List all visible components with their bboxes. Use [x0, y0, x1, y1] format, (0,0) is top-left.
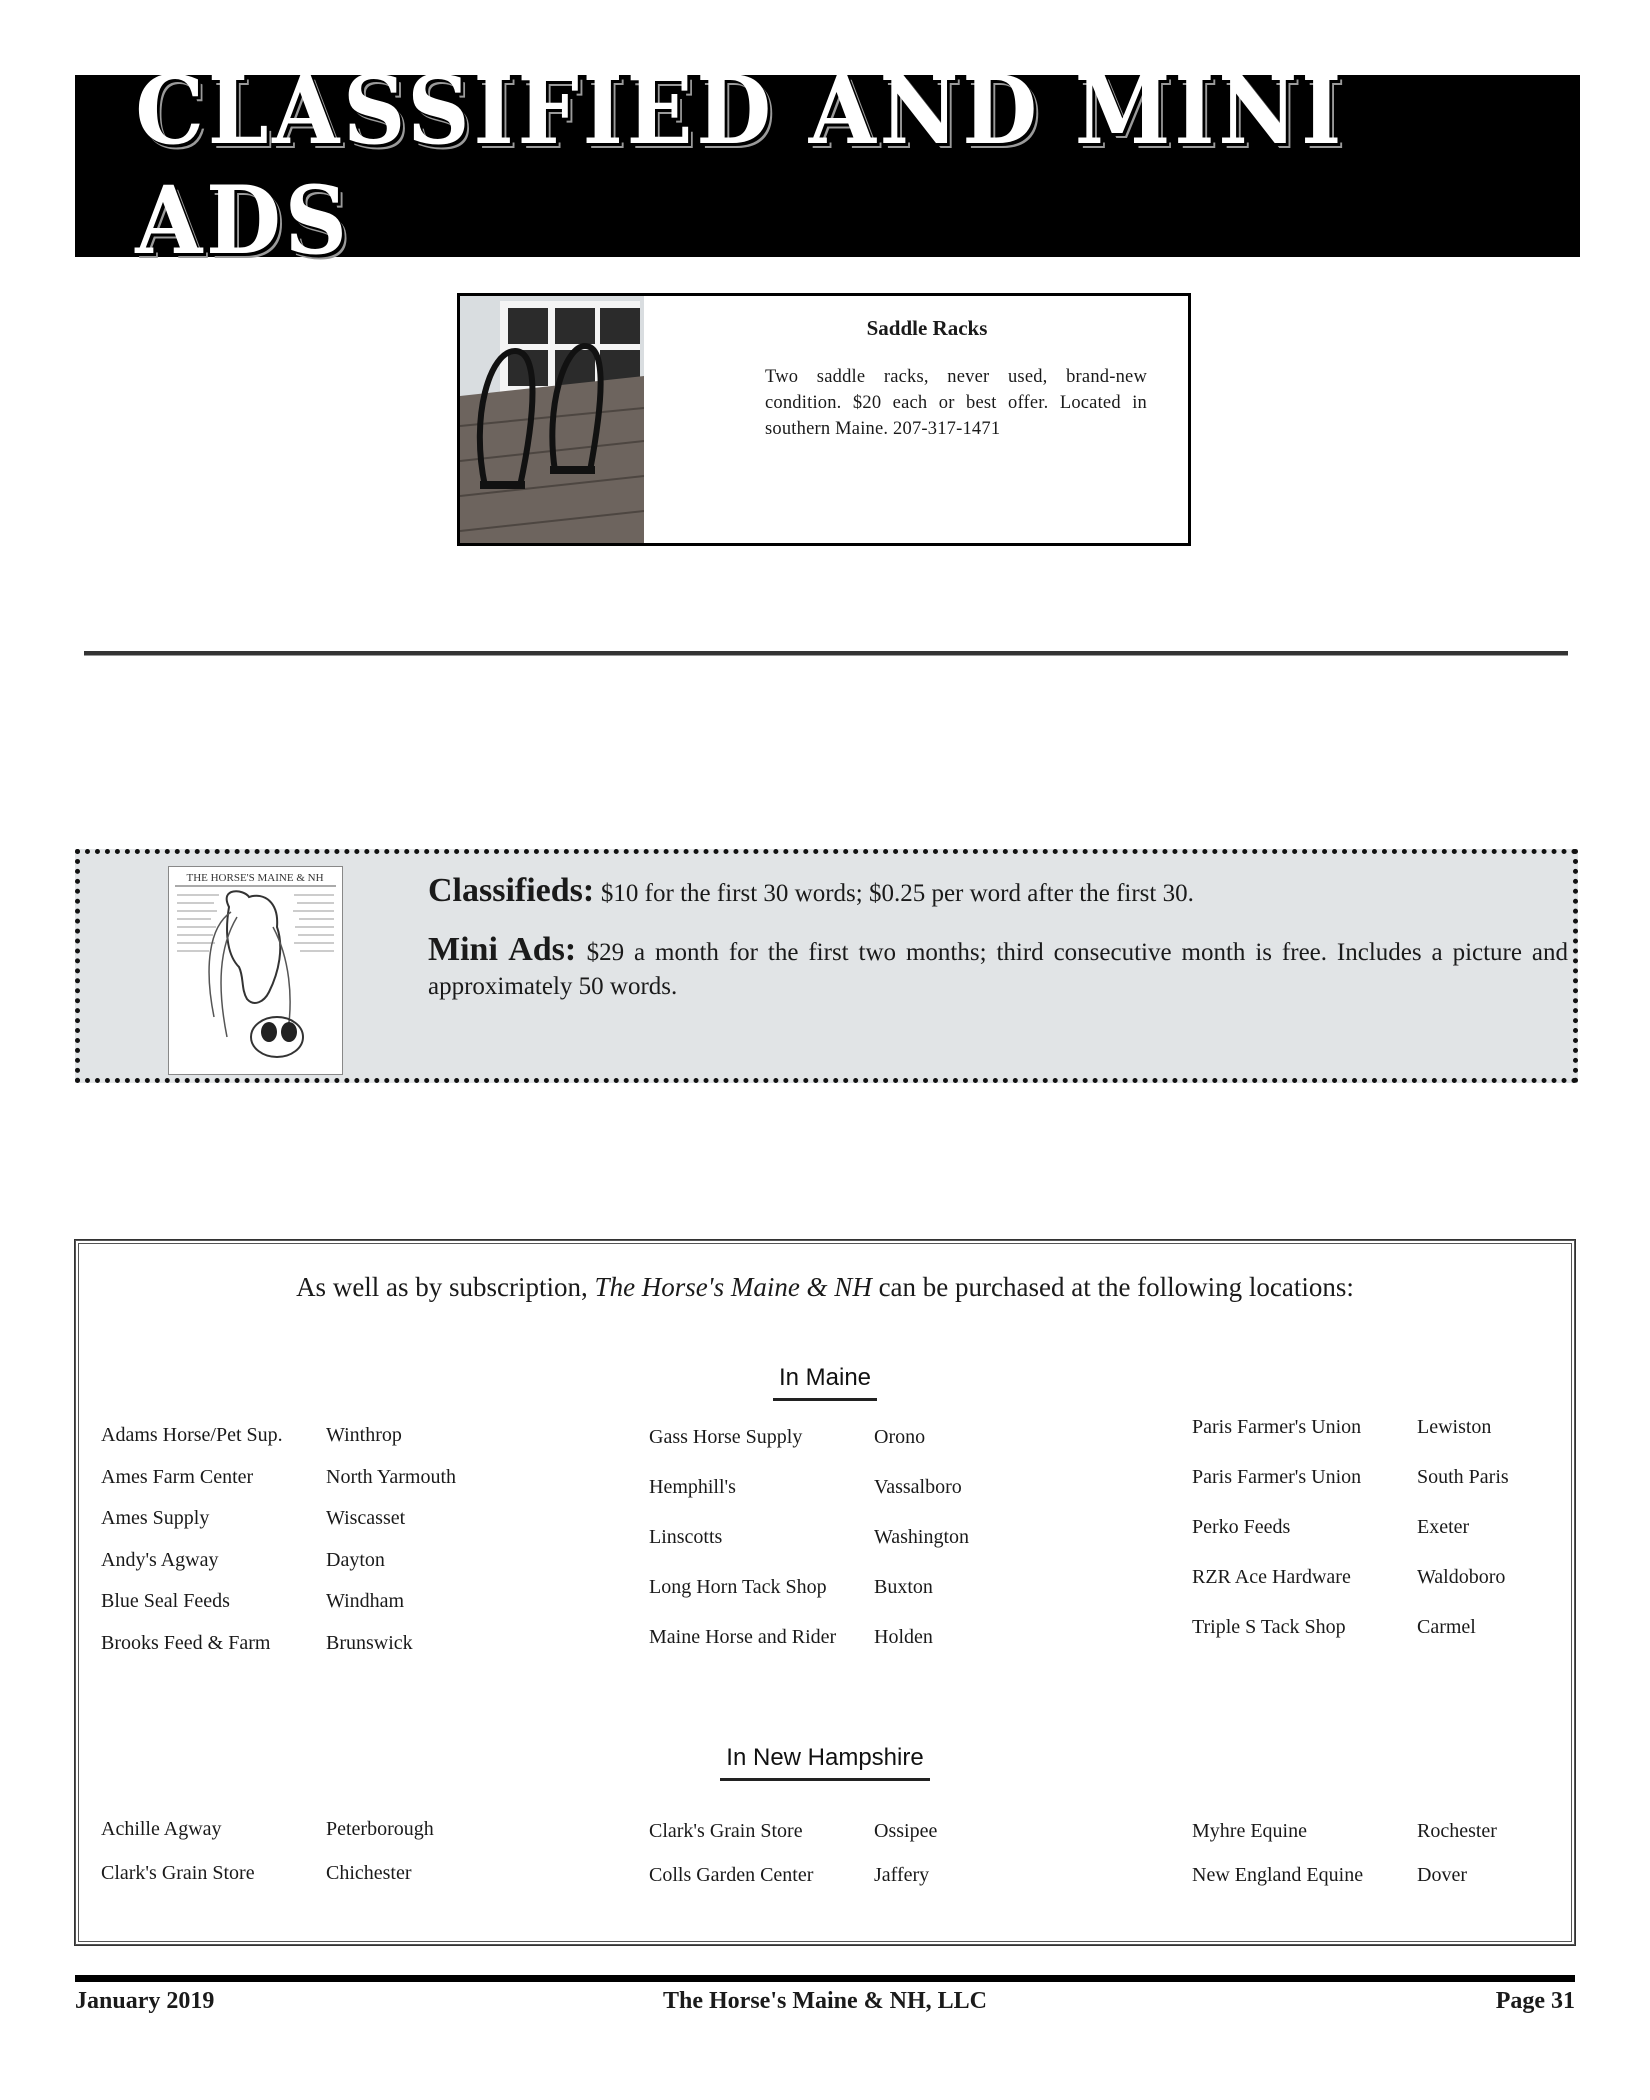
- store-name: New England Equine: [1192, 1864, 1364, 1886]
- mini-ads-pricing: Mini Ads: $29 a month for the first two months; third consecutive month is free. Includes a picture and approximately 50 words.: [428, 931, 1568, 1000]
- store-town: Waldoboro: [1417, 1566, 1506, 1588]
- store-town: Brunswick: [326, 1631, 413, 1654]
- intro-magazine-title: The Horse's Maine & NH: [594, 1272, 872, 1302]
- ad-heading: Saddle Racks: [866, 316, 988, 340]
- saddle-racks-photo: [460, 296, 644, 543]
- store-town: Buxton: [874, 1576, 933, 1598]
- cover-masthead: THE HORSE'S MAINE & NH: [186, 872, 324, 884]
- store-town: Holden: [874, 1626, 933, 1648]
- store-town: South Paris: [1417, 1466, 1509, 1488]
- magazine-cover-image: [168, 866, 343, 1075]
- store-name: Gass Horse Supply: [649, 1426, 803, 1448]
- store-name: Long Horn Tack Shop: [649, 1576, 827, 1598]
- store-name: Brooks Feed & Farm: [101, 1631, 271, 1654]
- store-name: Myhre Equine: [1192, 1820, 1307, 1842]
- page-title: CLASSIFIED AND MINI ADS: [135, 56, 1346, 276]
- mini-ads-rate: $29 a month for the first two months; third consecutive month is free. Includes a picture and approximately 50 words.: [428, 939, 1568, 1000]
- store-name: Andy's Agway: [101, 1548, 219, 1571]
- store-town: Wiscasset: [326, 1507, 406, 1529]
- store-town: Rochester: [1417, 1820, 1497, 1842]
- section-divider: [84, 651, 1568, 656]
- store-name: Paris Farmer's Union: [1192, 1466, 1362, 1488]
- store-town: North Yarmouth: [326, 1465, 457, 1488]
- store-name: Ames Supply: [101, 1507, 210, 1529]
- store-name: Clark's Grain Store: [101, 1862, 255, 1884]
- store-town: Jaffery: [874, 1864, 930, 1886]
- store-name: Hemphill's: [649, 1476, 736, 1498]
- ad-body: Two saddle racks, never used, brand-new condition. $20 each or best offer. Located in southern Maine. 207-317-1471: [765, 367, 1147, 439]
- store-town: Washington: [874, 1526, 970, 1548]
- intro-text-before: As well as by subscription,: [296, 1272, 588, 1302]
- store-name: Blue Seal Feeds: [101, 1590, 230, 1612]
- store-town: Dayton: [326, 1548, 385, 1571]
- store-name: Perko Feeds: [1192, 1516, 1291, 1538]
- store-town: Exeter: [1417, 1516, 1470, 1538]
- nh-heading: In New Hampshire: [79, 1744, 1571, 1781]
- store-name: Achille Agway: [101, 1818, 222, 1840]
- page-banner: [75, 56, 1580, 276]
- store-town: Ossipee: [874, 1820, 938, 1842]
- store-town: Peterborough: [326, 1818, 434, 1840]
- ad-pricing-box: [75, 849, 1578, 1083]
- store-town: Vassalboro: [874, 1476, 962, 1498]
- store-town: Carmel: [1417, 1616, 1476, 1638]
- store-town: Chichester: [326, 1862, 412, 1884]
- mini-ads-label: Mini Ads: [428, 931, 565, 968]
- store-name: RZR Ace Hardware: [1192, 1566, 1351, 1588]
- store-name: Ames Farm Center: [101, 1465, 254, 1488]
- maine-heading: In Maine: [79, 1364, 1571, 1401]
- store-town: Windham: [326, 1590, 405, 1612]
- classifieds-pricing: Classifieds: $10 for the first 30 words; $0.25 per word after the first 30.: [428, 872, 1194, 909]
- store-name: Colls Garden Center: [649, 1864, 814, 1886]
- store-name: Paris Farmer's Union: [1192, 1416, 1362, 1438]
- retail-locations-box: [75, 1240, 1575, 1945]
- footer-rule: [75, 1975, 1575, 1982]
- store-town: Winthrop: [326, 1424, 402, 1446]
- store-name: Linscotts: [649, 1526, 723, 1548]
- footer-date: January 2019: [75, 1988, 215, 2014]
- footer-publisher: The Horse's Maine & NH, LLC: [663, 1988, 987, 2014]
- classified-ad-saddle-racks: [457, 293, 1191, 546]
- store-town: Dover: [1417, 1864, 1467, 1886]
- store-name: Clark's Grain Store: [649, 1820, 803, 1842]
- classifieds-rate: $10 for the first 30 words; $0.25 per word after the first 30.: [600, 880, 1194, 907]
- locations-intro: [79, 1272, 1571, 1303]
- classifieds-label: Classifieds: [428, 872, 583, 909]
- store-name: Triple S Tack Shop: [1192, 1616, 1346, 1638]
- store-town: Orono: [874, 1426, 926, 1448]
- store-town: Lewiston: [1417, 1416, 1492, 1438]
- intro-text-after: can be purchased at the following locations:: [878, 1272, 1354, 1302]
- store-name: Adams Horse/Pet Sup.: [101, 1424, 283, 1446]
- footer-page-number: Page 31: [1495, 1988, 1575, 2014]
- store-name: Maine Horse and Rider: [649, 1626, 837, 1648]
